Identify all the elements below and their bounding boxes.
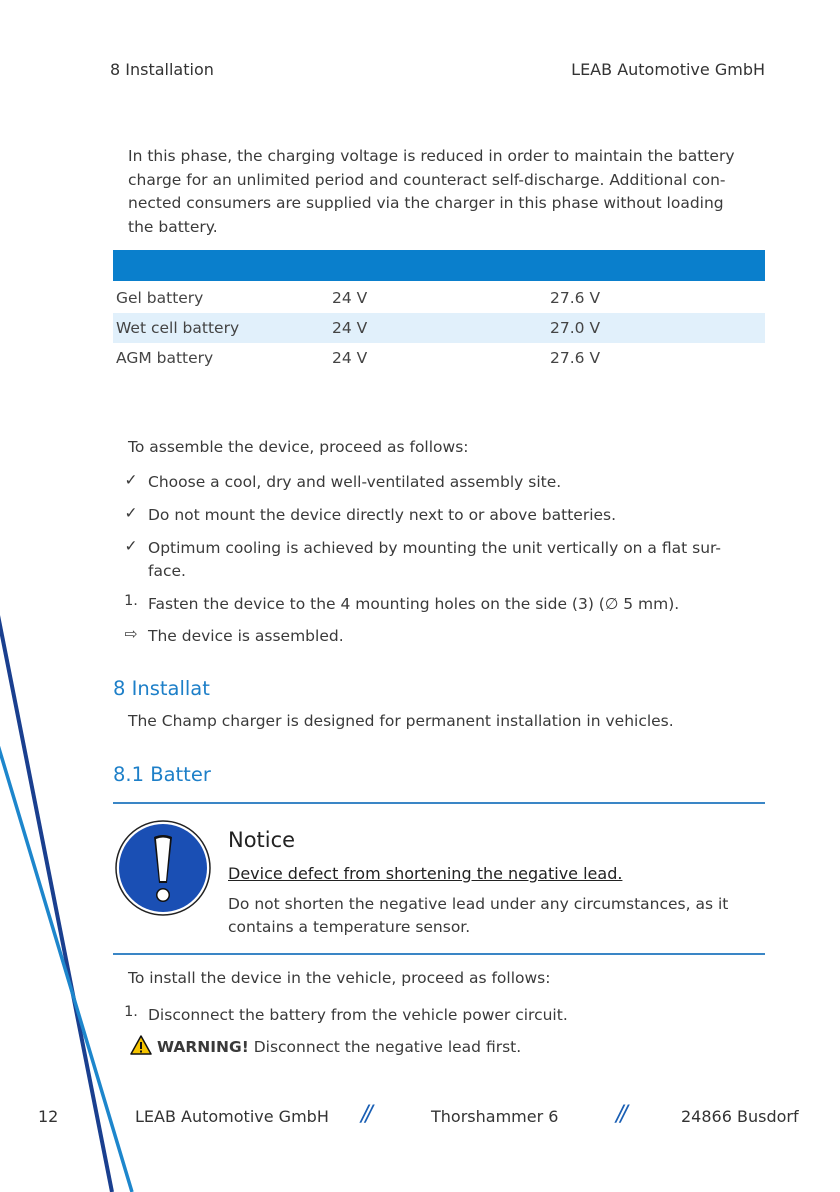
warning-text: Disconnect the negative lead first.	[253, 1038, 522, 1056]
table-cell: 24 V	[332, 319, 368, 337]
result-arrow-icon: ⇨	[124, 625, 138, 643]
table-cell: 24 V	[332, 289, 368, 307]
voltage-table	[113, 250, 765, 373]
warning-line	[130, 1035, 521, 1056]
table-cell: 27.6 V	[550, 349, 601, 367]
list-item-text: Do not mount the device directly next to or above batteries.	[148, 506, 617, 524]
footer-city: 24866 Busdorf	[681, 1107, 799, 1126]
table-header	[113, 250, 765, 281]
footer-separator: //	[616, 1102, 625, 1127]
list-item-text: Optimum cooling is achieved by mounting the unit vertically on a flat sur- face.	[148, 539, 721, 580]
intro-line: the battery.	[128, 217, 218, 236]
header-section: 8 Installation	[110, 60, 214, 79]
table-row	[113, 283, 765, 313]
check-icon: ✓	[124, 471, 138, 489]
section-heading: 8.1 Batter	[113, 763, 211, 786]
table-cell: 24 V	[332, 349, 368, 367]
assembly-intro: To assemble the device, proceed as follows:	[128, 438, 469, 456]
notice-body: Do not shorten the negative lead under any circumstances, as it contains a temperature sensor.	[228, 895, 729, 936]
footer-company: LEAB Automotive GmbH	[135, 1107, 329, 1126]
warning-label: WARNING!	[156, 1038, 249, 1056]
step-number: 1.	[124, 593, 138, 609]
footer-street: Thorshammer 6	[431, 1107, 559, 1126]
check-icon: ✓	[124, 504, 138, 522]
header-company: LEAB Automotive GmbH	[571, 60, 765, 79]
table-cell: Wet cell battery	[116, 319, 240, 337]
intro-line: charge for an unlimited period and counteract self-discharge. Additional con-	[128, 170, 726, 189]
list-item-text: Fasten the device to the 4 mounting holes on the side (3) (∅ 5 mm).	[148, 595, 680, 613]
check-icon: ✓	[124, 537, 138, 555]
exclamation-mandatory-icon	[114, 819, 212, 917]
table-cell: Gel battery	[116, 289, 204, 307]
notice-subtitle: Device defect from shortening the negative lead.	[228, 864, 623, 883]
section-heading: 8 Installat	[113, 677, 210, 700]
table-row	[113, 313, 765, 343]
list-item-text: Disconnect the battery from the vehicle power circuit.	[148, 1006, 568, 1024]
table-row	[113, 343, 765, 373]
table-cell: AGM battery	[116, 349, 214, 367]
notice-bottom-rule	[113, 953, 765, 955]
table-cell: 27.6 V	[550, 289, 601, 307]
footer-separator: //	[361, 1102, 370, 1127]
install-intro: To install the device in the vehicle, proceed as follows:	[128, 969, 551, 987]
notice-title: Notice	[228, 828, 296, 852]
step-number: 1.	[124, 1004, 138, 1020]
intro-line: In this phase, the charging voltage is reduced in order to maintain the battery	[128, 147, 735, 165]
intro-line: nected consumers are supplied via the charger in this phase without loading	[128, 194, 724, 212]
section-text: The Champ charger is designed for permanent installation in vehicles.	[128, 712, 674, 730]
table-cell: 27.0 V	[550, 319, 601, 337]
intro-paragraph	[128, 145, 768, 239]
list-item-text: Choose a cool, dry and well-ventilated assembly site.	[148, 473, 562, 491]
warning-triangle-icon	[130, 1035, 152, 1055]
page-number: 12	[38, 1107, 59, 1126]
list-item-text: The device is assembled.	[148, 627, 344, 645]
notice-top-rule	[113, 802, 765, 804]
